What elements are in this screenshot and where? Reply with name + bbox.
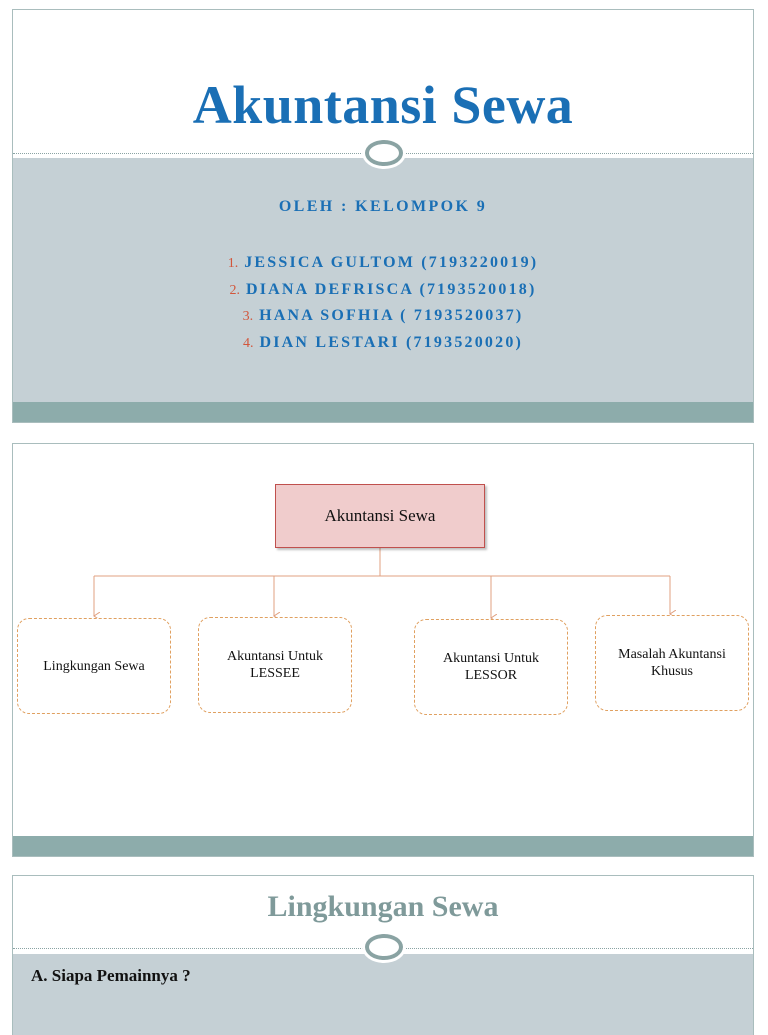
chart-node-lessor: Akuntansi Untuk LESSOR: [414, 619, 568, 715]
member-item: [13, 250, 753, 277]
content-slide: [12, 875, 754, 1035]
chart-node-masalah: Masalah Akuntansi Khusus: [595, 615, 749, 711]
member-name: DIANA DEFRISCA (7193520018): [245, 280, 537, 298]
ring-ornament-icon: [365, 140, 403, 166]
slide-footer-bar: [13, 836, 753, 856]
outline-slide: [12, 443, 754, 857]
member-number: 1.: [227, 256, 239, 271]
member-item: [13, 330, 753, 357]
chart-node-lessee: Akuntansi Untuk LESSEE: [198, 617, 352, 713]
member-item: [13, 303, 753, 330]
member-name: HANA SOFHIA ( 7193520037): [259, 307, 524, 324]
member-name: JESSICA GULTOM (7193220019): [244, 254, 539, 271]
member-list: [13, 250, 753, 356]
member-number: 2.: [229, 282, 240, 298]
slide-footer-bar: [13, 402, 753, 422]
member-number: 3.: [242, 309, 254, 324]
slide-title: Akuntansi Sewa: [192, 75, 574, 135]
group-subtitle: OLEH : KELOMPOK 9: [278, 198, 488, 215]
member-item: [13, 277, 753, 304]
member-number: 4.: [242, 335, 254, 351]
ring-ornament-icon: [365, 934, 403, 960]
slide-title: Lingkungan Sewa: [267, 890, 499, 923]
title-slide: [12, 9, 754, 423]
chart-root-node: Akuntansi Sewa: [275, 484, 485, 548]
member-name: DIAN LESTARI (7193520020): [259, 333, 524, 351]
section-heading: A. Siapa Pemainnya ?: [31, 966, 191, 985]
chart-node-lingkungan: Lingkungan Sewa: [17, 618, 171, 714]
